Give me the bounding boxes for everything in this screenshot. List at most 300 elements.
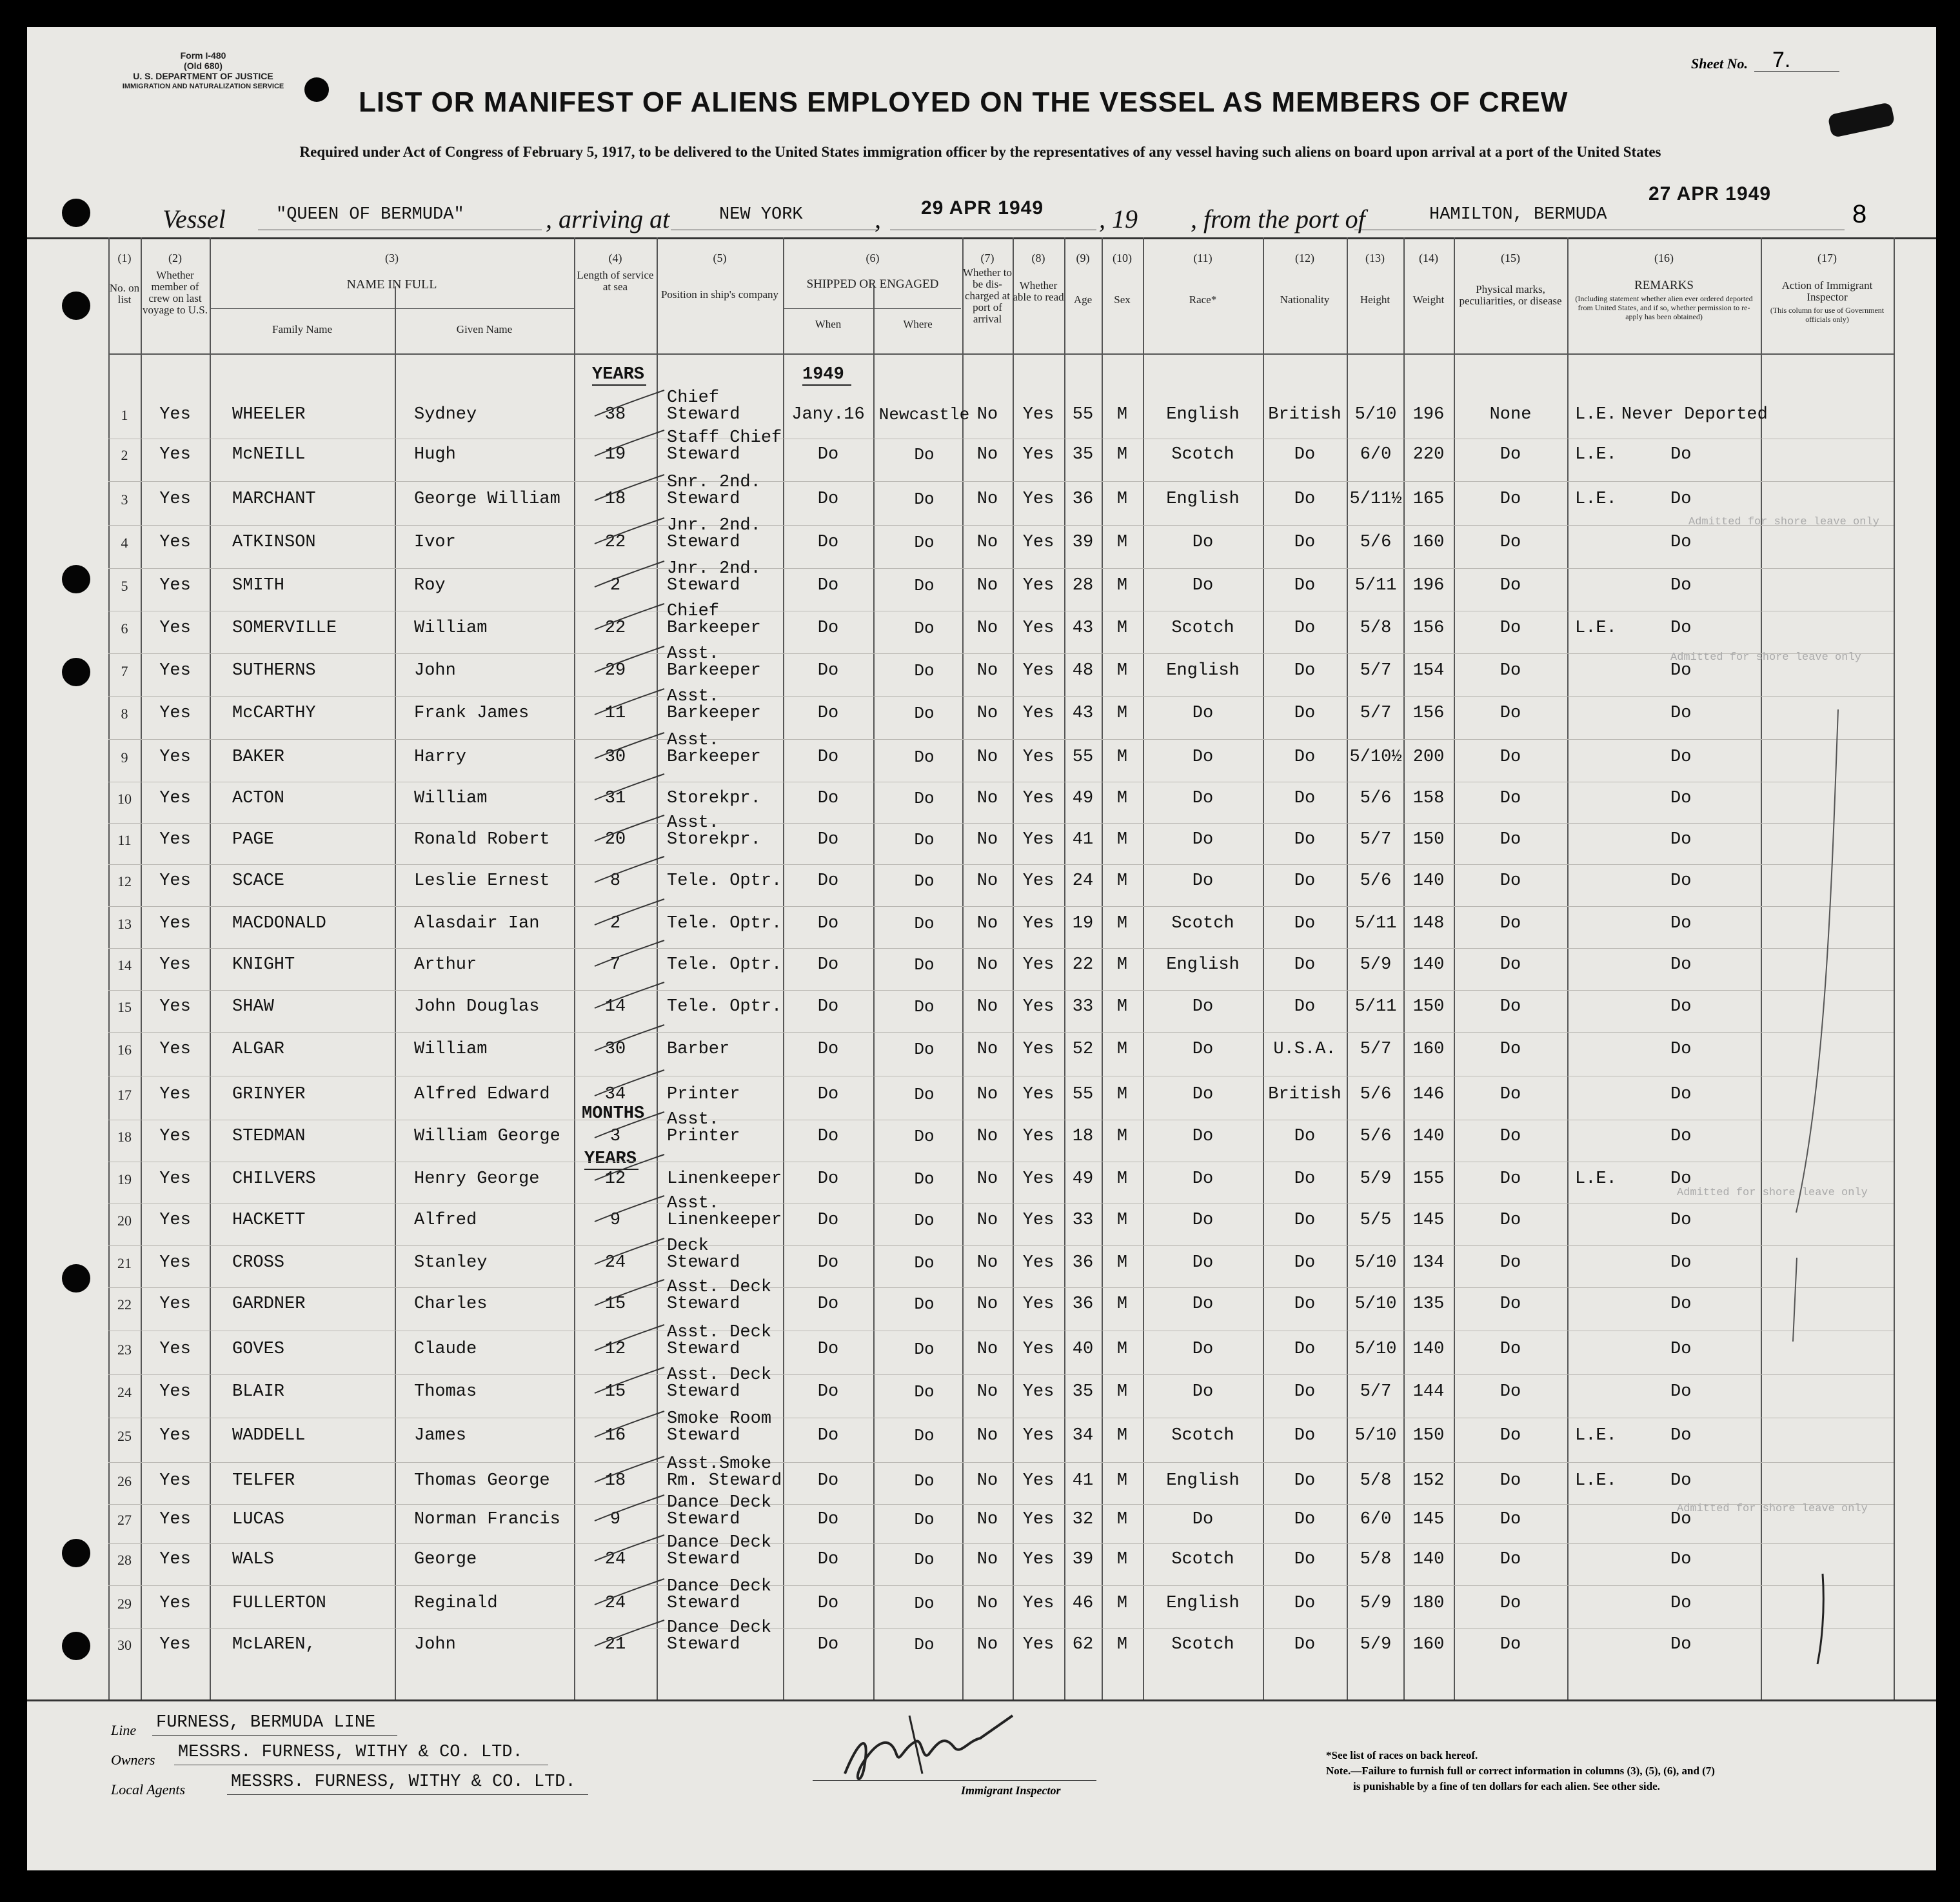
height-cell: 5/10 — [1354, 405, 1397, 424]
position-cell: Steward — [667, 533, 740, 552]
remarks-cell: Do — [1670, 914, 1692, 933]
physical-marks-cell: Do — [1500, 871, 1521, 891]
family-name-cell: WALS — [232, 1550, 274, 1569]
family-name-cell: SOMERVILLE — [232, 619, 337, 638]
position-cell: Steward — [667, 490, 740, 509]
sex-cell: M — [1116, 871, 1128, 891]
shipped-when-cell: Do — [817, 445, 839, 464]
weight-cell: 160 — [1412, 1635, 1445, 1654]
last-voyage-cell: Yes — [159, 914, 191, 933]
height-cell: 5/10 — [1354, 1340, 1397, 1359]
sex-cell: M — [1116, 1085, 1128, 1104]
position-cell: Steward — [667, 1426, 740, 1445]
discharged-cell: No — [976, 1550, 998, 1569]
from-port-label: , from the port of — [1191, 204, 1365, 233]
age-cell: 36 — [1072, 1294, 1094, 1314]
remarks-le-cell: L.E. — [1575, 405, 1617, 424]
nationality-cell: Do — [1294, 533, 1316, 552]
shipped-where-cell: Do — [914, 661, 935, 680]
header-last-voyage: Whether member of crew on last voyage to U.S. — [142, 269, 208, 316]
shipped-where-cell: Do — [914, 997, 935, 1016]
race-cell: Do — [1192, 871, 1214, 891]
tick-mark — [591, 644, 668, 676]
family-name-cell: WADDELL — [232, 1426, 306, 1445]
header-age: Age — [1073, 293, 1093, 306]
weight-cell: 196 — [1412, 405, 1445, 424]
shipped-when-cell: Do — [817, 576, 839, 595]
sex-cell: M — [1116, 1426, 1128, 1445]
faint-stamp: Admitted for shore leave only — [1677, 1503, 1868, 1515]
race-cell: Do — [1192, 1169, 1214, 1189]
row-number: 29 — [117, 1596, 132, 1612]
column-divider — [1567, 237, 1569, 1699]
sex-cell: M — [1116, 576, 1128, 595]
discharged-cell: No — [976, 871, 998, 891]
service-cell: 18 — [604, 490, 626, 509]
position-cell: Asst. Deck — [667, 1365, 772, 1385]
row-rule — [108, 739, 1894, 740]
position-cell: Steward — [667, 1550, 740, 1569]
age-cell: 55 — [1072, 748, 1094, 767]
weight-cell: 150 — [1412, 997, 1445, 1016]
punch-hole — [62, 658, 90, 686]
last-voyage-cell: Yes — [159, 1169, 191, 1189]
given-name-cell: Ivor — [414, 533, 456, 552]
family-name-cell: LUCAS — [232, 1510, 285, 1529]
given-name-cell: William — [414, 619, 488, 638]
family-name-cell: SMITH — [232, 576, 285, 595]
position-cell: Chief — [667, 602, 720, 621]
tick-mark — [591, 1576, 668, 1609]
family-name-cell: HACKETT — [232, 1211, 306, 1230]
nationality-cell: Do — [1294, 661, 1316, 680]
given-name-cell: Charles — [414, 1294, 488, 1314]
position-cell: Steward — [667, 1635, 740, 1654]
service-cell: 22 — [604, 619, 626, 638]
able-to-read-cell: Yes — [1022, 1040, 1054, 1059]
remarks-cell: Do — [1670, 1426, 1692, 1445]
height-cell: 5/5 — [1360, 1211, 1392, 1230]
row-number: 6 — [121, 620, 128, 637]
able-to-read-cell: Yes — [1022, 533, 1054, 552]
header-length-of-service: Length of service at sea — [577, 269, 654, 293]
weight-cell: 220 — [1412, 445, 1445, 464]
shipped-when-cell: Do — [817, 830, 839, 849]
race-cell: Scotch — [1171, 914, 1234, 933]
physical-marks-cell: Do — [1500, 533, 1521, 552]
position-cell: Barkeeper — [667, 748, 761, 767]
family-name-cell: SHAW — [232, 997, 274, 1016]
row-rule — [108, 906, 1894, 907]
given-name-cell: Stanley — [414, 1253, 488, 1273]
service-cell: 16 — [604, 1426, 626, 1445]
age-cell: 28 — [1072, 576, 1094, 595]
family-name-cell: SUTHERNS — [232, 661, 316, 680]
shipped-where-cell: Do — [914, 871, 935, 891]
weight-cell: 140 — [1412, 1127, 1445, 1146]
family-name-cell: ACTON — [232, 789, 285, 808]
row-number: 14 — [117, 957, 132, 973]
agents-name: MESSRS. FURNESS, WITHY & CO. LTD. — [231, 1772, 576, 1792]
last-voyage-cell: Yes — [159, 997, 191, 1016]
service-cell: 38 — [604, 405, 626, 424]
height-cell: 5/10½ — [1349, 748, 1402, 767]
position-cell: Asst. Deck — [667, 1323, 772, 1342]
tick-mark — [591, 388, 668, 420]
row-number: 3 — [121, 491, 128, 508]
height-cell: 5/7 — [1360, 704, 1392, 723]
able-to-read-cell: Yes — [1022, 1426, 1054, 1445]
service-cell: 18 — [604, 1471, 626, 1491]
form-number: Form I-480 — [180, 50, 226, 61]
weight-cell: 140 — [1412, 1550, 1445, 1569]
physical-marks-cell: Do — [1500, 1040, 1521, 1059]
last-voyage-cell: Yes — [159, 1085, 191, 1104]
tick-mark — [591, 1409, 668, 1441]
given-name-cell: William — [414, 789, 488, 808]
weight-cell: 200 — [1412, 748, 1445, 767]
vessel-name: "QUEEN OF BERMUDA" — [276, 205, 464, 224]
position-cell: Storekpr. — [667, 789, 761, 808]
row-rule — [108, 1374, 1894, 1375]
header-shipped-engaged: SHIPPED OR ENGAGED — [806, 277, 939, 291]
row-number: 27 — [117, 1512, 132, 1528]
tick-mark — [591, 428, 668, 460]
discharged-cell: No — [976, 1253, 998, 1273]
physical-marks-cell: Do — [1500, 704, 1521, 723]
race-cell: Do — [1192, 997, 1214, 1016]
sex-cell: M — [1116, 661, 1128, 680]
from-port: HAMILTON, BERMUDA — [1429, 205, 1607, 224]
height-cell: 5/9 — [1360, 1594, 1392, 1613]
last-voyage-cell: Yes — [159, 576, 191, 595]
last-voyage-cell: Yes — [159, 1550, 191, 1569]
remarks-cell: Do — [1670, 704, 1692, 723]
row-rule — [108, 1504, 1894, 1505]
row-rule — [108, 568, 1894, 569]
last-voyage-cell: Yes — [159, 1253, 191, 1273]
header-remarks: REMARKS — [1634, 279, 1694, 292]
sex-cell: M — [1116, 1169, 1128, 1189]
tick-mark — [591, 854, 668, 886]
vessel-label: Vessel — [163, 204, 226, 233]
sex-cell: M — [1116, 789, 1128, 808]
arrival-port: NEW YORK — [719, 205, 803, 224]
age-cell: 36 — [1072, 1253, 1094, 1273]
header-nationality: Nationality — [1280, 293, 1330, 306]
service-cell: 12 — [604, 1340, 626, 1359]
family-name-cell: GOVES — [232, 1340, 285, 1359]
discharged-cell: No — [976, 1169, 998, 1189]
age-cell: 41 — [1072, 1471, 1094, 1491]
position-cell: Asst. — [667, 813, 720, 833]
column-number: (16) — [1654, 252, 1674, 264]
owners-label: Owners — [111, 1752, 155, 1768]
height-cell: 5/6 — [1360, 1085, 1392, 1104]
service-cell: 24 — [604, 1253, 626, 1273]
given-name-cell: Norman Francis — [414, 1510, 560, 1529]
shipped-when-cell: Do — [817, 1127, 839, 1146]
physical-marks-cell: Do — [1500, 1594, 1521, 1613]
discharged-cell: No — [976, 1471, 998, 1491]
height-cell: 6/0 — [1360, 445, 1392, 464]
service-unit-months: MONTHS — [582, 1104, 645, 1124]
height-cell: 5/7 — [1360, 1040, 1392, 1059]
sex-cell: M — [1116, 955, 1128, 975]
remarks-cell: Do — [1670, 789, 1692, 808]
race-cell: Do — [1192, 1253, 1214, 1273]
line-name: FURNESS, BERMUDA LINE — [156, 1713, 376, 1732]
service-cell: 12 — [604, 1169, 626, 1189]
remarks-cell: Do — [1670, 997, 1692, 1016]
service-cell: 11 — [604, 704, 626, 723]
remarks-le-cell: L.E. — [1575, 490, 1617, 509]
discharged-cell: No — [976, 1382, 998, 1402]
page-mark: 8 — [1852, 200, 1867, 228]
position-cell: Asst. — [667, 731, 720, 750]
column-number: (8) — [1031, 252, 1045, 264]
physical-marks-cell: Do — [1500, 661, 1521, 680]
shipped-when-cell: Do — [817, 789, 839, 808]
faint-stamp: Admitted for shore leave only — [1670, 651, 1861, 664]
tick-mark — [591, 1532, 668, 1565]
shipped-when-cell: Do — [817, 1294, 839, 1314]
header-given-name: Given Name — [456, 323, 513, 335]
header-position: Position in ship's company — [660, 288, 779, 301]
height-cell: 5/9 — [1360, 955, 1392, 975]
sex-cell: M — [1116, 1340, 1128, 1359]
year-underline — [802, 384, 851, 386]
age-cell: 48 — [1072, 661, 1094, 680]
row-number: 11 — [117, 832, 132, 848]
row-number: 25 — [117, 1428, 132, 1444]
nationality-cell: Do — [1294, 914, 1316, 933]
row-number: 23 — [117, 1342, 132, 1358]
nationality-cell: Do — [1294, 576, 1316, 595]
family-name-cell: MACDONALD — [232, 914, 326, 933]
age-cell: 36 — [1072, 490, 1094, 509]
column-number: (7) — [980, 252, 995, 264]
shipped-where-cell: Do — [914, 1340, 935, 1359]
subheader-divider — [210, 308, 574, 309]
subheader-divider — [783, 308, 961, 309]
column-number: (15) — [1501, 252, 1520, 264]
height-cell: 6/0 — [1360, 1510, 1392, 1529]
faint-stamp: Admitted for shore leave only — [1677, 1187, 1868, 1199]
shipped-when-cell: Do — [817, 1550, 839, 1569]
row-number: 15 — [117, 999, 132, 1015]
tick-mark — [591, 1067, 668, 1100]
last-voyage-cell: Yes — [159, 871, 191, 891]
last-voyage-cell: Yes — [159, 661, 191, 680]
punch-hole — [62, 292, 90, 320]
row-rule — [108, 525, 1894, 526]
row-number: 13 — [117, 916, 132, 932]
age-cell: 32 — [1072, 1510, 1094, 1529]
nationality-cell: Do — [1294, 1340, 1316, 1359]
last-voyage-cell: Yes — [159, 445, 191, 464]
discharged-cell: No — [976, 830, 998, 849]
remarks-cell: Do — [1670, 1382, 1692, 1402]
position-cell: Asst. — [667, 644, 720, 664]
line-underline — [152, 1735, 397, 1736]
sex-cell: M — [1116, 914, 1128, 933]
remarks-le-cell: L.E. — [1575, 619, 1617, 638]
shipped-where-cell: Do — [914, 704, 935, 723]
position-cell: Steward — [667, 1382, 740, 1402]
able-to-read-cell: Yes — [1022, 1127, 1054, 1146]
shipped-where-cell: Do — [914, 1127, 935, 1146]
height-cell: 5/11½ — [1349, 490, 1402, 509]
service-cell: 8 — [609, 871, 621, 891]
able-to-read-cell: Yes — [1022, 445, 1054, 464]
tick-mark — [591, 1022, 668, 1055]
weight-cell: 140 — [1412, 955, 1445, 975]
age-cell: 34 — [1072, 1426, 1094, 1445]
height-cell: 5/7 — [1360, 1382, 1392, 1402]
inspector-line — [813, 1780, 1096, 1781]
last-voyage-cell: Yes — [159, 1127, 191, 1146]
agents-label: Local Agents — [111, 1781, 186, 1798]
row-number: 20 — [117, 1213, 132, 1229]
given-name-cell: John Douglas — [414, 997, 540, 1016]
tick-mark — [591, 1277, 668, 1309]
position-cell: Barber — [667, 1040, 730, 1059]
year-label: , 19 — [1099, 204, 1138, 233]
physical-marks-cell: Do — [1500, 1635, 1521, 1654]
race-cell: Scotch — [1171, 1635, 1234, 1654]
physical-marks-cell: Do — [1500, 1510, 1521, 1529]
shipped-where-cell: Do — [914, 1426, 935, 1445]
weight-cell: 160 — [1412, 1040, 1445, 1059]
position-cell: Tele. Optr. — [667, 914, 782, 933]
nationality-cell: Do — [1294, 1127, 1316, 1146]
service-cell: 22 — [604, 533, 626, 552]
remarks-le-cell: L.E. — [1575, 1426, 1617, 1445]
shipped-when-cell: Do — [817, 1426, 839, 1445]
height-cell: 5/8 — [1360, 1471, 1392, 1491]
tick-mark — [591, 771, 668, 804]
shipped-where-cell: Do — [914, 1382, 935, 1402]
owners-name: MESSRS. FURNESS, WITHY & CO. LTD. — [178, 1743, 523, 1762]
row-number: 16 — [117, 1042, 132, 1058]
sex-cell: M — [1116, 445, 1128, 464]
last-voyage-cell: Yes — [159, 1471, 191, 1491]
age-cell: 52 — [1072, 1040, 1094, 1059]
inspector-signature — [826, 1703, 1019, 1793]
position-cell: Barkeeper — [667, 619, 761, 638]
header-height: Height — [1360, 293, 1391, 306]
sex-cell: M — [1116, 748, 1128, 767]
shipped-where-cell: Do — [914, 1294, 935, 1314]
line-label: Line — [111, 1722, 137, 1738]
last-voyage-cell: Yes — [159, 955, 191, 975]
tick-mark — [591, 1152, 668, 1184]
discharged-cell: No — [976, 661, 998, 680]
able-to-read-cell: Yes — [1022, 789, 1054, 808]
row-rule — [108, 1032, 1894, 1033]
physical-marks-cell: Do — [1500, 1211, 1521, 1230]
race-cell: Do — [1192, 704, 1214, 723]
height-cell: 5/10 — [1354, 1426, 1397, 1445]
race-cell: Scotch — [1171, 1426, 1234, 1445]
header-where: Where — [903, 318, 933, 330]
punch-hole — [62, 199, 90, 227]
position-cell: Smoke Room — [667, 1409, 772, 1429]
last-voyage-cell: Yes — [159, 1294, 191, 1314]
weight-cell: 156 — [1412, 619, 1445, 638]
given-name-cell: John — [414, 1635, 456, 1654]
service-cell: 31 — [604, 789, 626, 808]
header-discharged: Whether to be dis-charged at port of arrival — [963, 266, 1012, 325]
race-cell: Do — [1192, 789, 1214, 808]
tick-mark — [591, 1322, 668, 1354]
races-note: *See list of races on back hereof. — [1326, 1749, 1478, 1761]
given-name-cell: Alfred Edward — [414, 1085, 550, 1104]
given-name-cell: Reginald — [414, 1594, 498, 1613]
form-old-number: (Old 680) — [184, 61, 223, 71]
remarks-cell: Do — [1670, 1510, 1692, 1529]
position-cell: Staff Chief — [667, 428, 782, 448]
row-number: 4 — [121, 535, 128, 551]
comma: , — [875, 204, 881, 233]
position-cell: Linenkeeper — [667, 1211, 782, 1230]
shipped-where-cell: Do — [914, 789, 935, 808]
remarks-cell: Do — [1670, 1253, 1692, 1273]
discharged-cell: No — [976, 1085, 998, 1104]
last-voyage-cell: Yes — [159, 405, 191, 424]
given-name-cell: Harry — [414, 748, 467, 767]
family-name-cell: McCARTHY — [232, 704, 316, 723]
race-cell: Do — [1192, 748, 1214, 767]
weight-cell: 140 — [1412, 871, 1445, 891]
shipped-when-cell: Do — [817, 748, 839, 767]
discharged-cell: No — [976, 955, 998, 975]
remarks-cell: Do — [1670, 533, 1692, 552]
height-cell: 5/6 — [1360, 871, 1392, 891]
discharged-cell: No — [976, 1510, 998, 1529]
tick-mark — [591, 472, 668, 504]
header-inspector-note: (This column for use of Government officials only) — [1770, 306, 1885, 324]
position-cell: Barkeeper — [667, 704, 761, 723]
sex-cell: M — [1116, 1382, 1128, 1402]
punch-hole — [62, 1632, 90, 1660]
discharged-cell: No — [976, 1294, 998, 1314]
position-cell: Barkeeper — [667, 661, 761, 680]
age-cell: 55 — [1072, 1085, 1094, 1104]
age-cell: 19 — [1072, 914, 1094, 933]
shipped-where-cell: Do — [914, 748, 935, 767]
weight-cell: 140 — [1412, 1340, 1445, 1359]
shipped-when-cell: Do — [817, 704, 839, 723]
column-number: (6) — [866, 252, 880, 264]
discharged-cell: No — [976, 997, 998, 1016]
race-cell: Do — [1192, 1382, 1214, 1402]
column-number: (12) — [1295, 252, 1314, 264]
row-rule — [108, 1628, 1894, 1629]
sheet-underline — [1754, 71, 1839, 72]
given-name-cell: Arthur — [414, 955, 477, 975]
service-cell: 7 — [609, 955, 621, 975]
weight-cell: 150 — [1412, 830, 1445, 849]
nationality-cell: Do — [1294, 445, 1316, 464]
service-cell: 34 — [604, 1085, 626, 1104]
nationality-cell: U.S.A. — [1273, 1040, 1336, 1059]
shipped-when-cell: Do — [817, 1040, 839, 1059]
race-cell: Scotch — [1171, 1550, 1234, 1569]
header-inspector-action: Action of Immigrant Inspector — [1781, 279, 1873, 303]
height-cell: 5/11 — [1354, 914, 1397, 933]
